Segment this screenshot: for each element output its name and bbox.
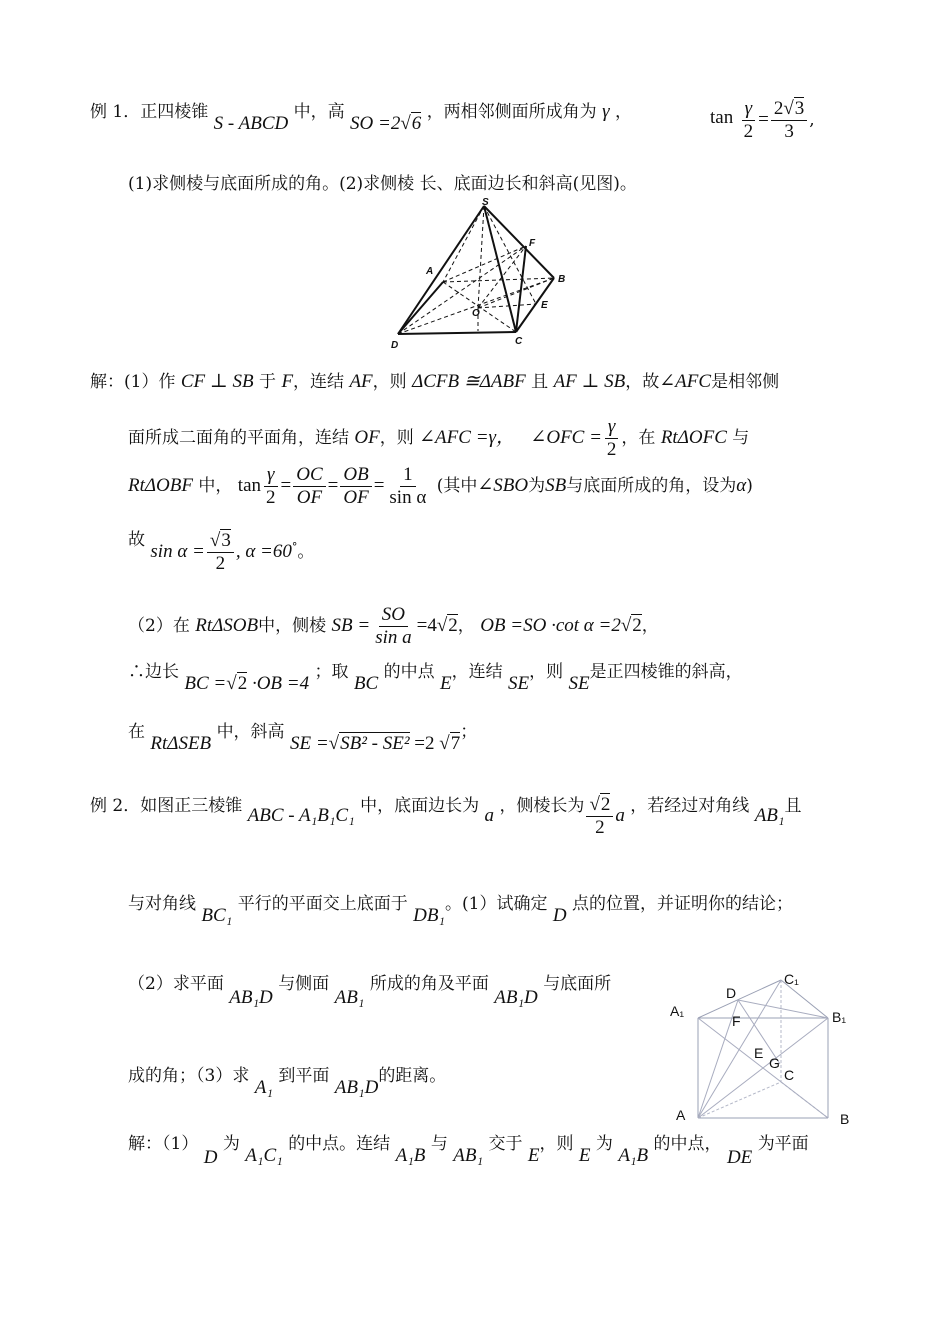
sol2-line2 xyxy=(128,660,743,694)
qie: 且 xyxy=(784,796,802,816)
ab1: AB₁ xyxy=(754,805,785,826)
three: 3 xyxy=(794,98,805,119)
comma: ， xyxy=(457,616,475,636)
a1c1: A₁C₁ xyxy=(245,1145,283,1166)
comma: ， xyxy=(615,102,632,122)
bc: BC xyxy=(353,673,379,694)
frac xyxy=(263,464,279,509)
label-c1: C₁ xyxy=(784,971,799,987)
l4a: 成的角；（3）求 xyxy=(128,1066,250,1086)
l4b: 到平面 xyxy=(278,1066,330,1086)
bc-expr: BC =√2 ·OB =4 xyxy=(184,673,310,694)
sol1-line4 xyxy=(128,530,314,575)
nu: 1 xyxy=(400,464,416,487)
label-b: B xyxy=(840,1111,850,1127)
note-b: 为 xyxy=(528,476,546,496)
af: AF xyxy=(349,371,373,392)
text: ，两相邻侧面所成角为 xyxy=(426,102,597,122)
seven: 7 xyxy=(450,733,461,754)
ex2-line3 xyxy=(128,972,612,1008)
note-c: 与底面所成的角，设为 xyxy=(566,476,737,496)
se-eq: SE = xyxy=(289,733,329,754)
l2c: 。(1）试确定 xyxy=(445,894,548,914)
sb: SB xyxy=(545,475,567,496)
l3d: 与底面所 xyxy=(543,974,612,994)
two1: 2 xyxy=(448,615,458,636)
a1b: A₁B xyxy=(395,1145,426,1166)
af-sb: AF ⊥ SB xyxy=(553,371,626,392)
nu: OB xyxy=(340,464,371,487)
zh: 中，斜高 xyxy=(216,722,285,742)
a1b-2: A₁B xyxy=(618,1145,649,1166)
end: 。 xyxy=(297,542,315,562)
de: sin α xyxy=(389,487,427,508)
se: SE xyxy=(508,673,530,694)
label-a1: A₁ xyxy=(670,1003,685,1019)
height-expr: SO =2√6 xyxy=(350,113,422,134)
label-e: E xyxy=(754,1045,764,1061)
l2b: 平行的平面交上底面于 xyxy=(237,894,408,914)
of: OF xyxy=(354,427,380,448)
ze: ，则 xyxy=(372,372,407,392)
note-a: (其中 xyxy=(436,476,478,496)
sol1-line1 xyxy=(90,370,779,394)
prism: ABC - A₁B₁C₁ xyxy=(247,805,355,826)
l5h: 的中点， xyxy=(653,1134,722,1154)
ofc: ∠OFC = xyxy=(530,427,602,448)
sol2-line3 xyxy=(128,720,478,754)
rt-seb: RtΔSEB xyxy=(150,733,212,754)
label-c: C xyxy=(515,336,523,347)
sol2-line1: （2）在 RtΔSOB中，侧棱 SB = $\frac{SO}{\text{sin a}}$ =4√2， OB =SO ·cot α =2√2， xyxy=(128,604,659,648)
frac xyxy=(372,604,414,649)
side: ，侧棱长为 xyxy=(499,796,585,816)
sin-alpha: sin α = xyxy=(150,541,205,562)
d2b: D xyxy=(203,1147,218,1168)
yu2: 与 xyxy=(732,428,750,448)
frac xyxy=(604,416,620,461)
qie: 且 xyxy=(531,372,549,392)
ab1d-3: AB₁D xyxy=(334,1077,379,1098)
l5i: 为平面 xyxy=(757,1134,809,1154)
frac xyxy=(741,98,757,143)
deg: ° xyxy=(291,540,298,554)
therefore: ∴边长 xyxy=(128,662,179,682)
s2: 2 xyxy=(600,794,611,815)
l2a: 面所成二面角的平面角，连结 xyxy=(128,428,349,448)
label: 例 2．如图正三棱锥 xyxy=(90,796,243,816)
frac xyxy=(386,464,429,509)
p1: （2）在 xyxy=(128,616,190,636)
cond: ，若经过对角线 xyxy=(630,796,750,816)
l4c: 的距离。 xyxy=(378,1066,447,1086)
de: 2 xyxy=(215,553,226,574)
se-expr: SE =√SB² - SE² =2 √7 xyxy=(289,733,461,754)
zhong: 中， xyxy=(198,476,233,496)
label-f: F xyxy=(529,238,536,249)
de: DE xyxy=(726,1147,753,1168)
alpha: α xyxy=(736,475,747,496)
so: SO =2 xyxy=(350,113,401,134)
label-d: D xyxy=(726,985,737,1001)
de: 3 xyxy=(784,121,794,142)
pyramid-figure xyxy=(386,196,576,352)
frac xyxy=(586,794,613,839)
bc1: BC₁ xyxy=(201,905,233,926)
f: F xyxy=(281,371,294,392)
frac xyxy=(293,464,325,509)
frac xyxy=(340,464,371,509)
two2: 2 xyxy=(632,615,642,636)
de: 2 xyxy=(743,121,754,142)
nu: γ xyxy=(605,416,619,439)
a1: A₁ xyxy=(254,1077,273,1098)
ob4: ·OB =4 xyxy=(251,673,310,694)
gu: ，故 xyxy=(625,372,660,392)
l2c: ，在 xyxy=(621,428,656,448)
se2: SE xyxy=(568,673,590,694)
ex1-question: (1)求侧棱与底面所成的角。(2)求侧棱 长、底面边长和斜高(见图)。 xyxy=(128,174,637,194)
d: D xyxy=(552,905,567,926)
de: OF xyxy=(343,487,369,508)
mid: 中，底面边长为 xyxy=(360,796,480,816)
three: 3 xyxy=(221,530,231,551)
l5d: 与 xyxy=(430,1134,448,1154)
ex2-line2 xyxy=(128,892,794,926)
rad: SB² - SE² xyxy=(340,733,410,754)
e: E xyxy=(527,1145,540,1166)
zai: 在 xyxy=(128,722,145,742)
l3a: （2）求平面 xyxy=(128,974,224,994)
db1: DB₁ xyxy=(413,905,446,926)
nu: SO xyxy=(379,604,408,627)
bc-eq: BC = xyxy=(184,673,227,694)
label-s: S xyxy=(482,197,489,208)
qu: ；取 xyxy=(314,662,349,682)
l2b: ，则 xyxy=(379,428,414,448)
sb-eq: SB = xyxy=(331,615,371,636)
nu: γ xyxy=(742,98,756,121)
de: 2 xyxy=(595,817,605,838)
xie: 是正四棱锥的斜高， xyxy=(589,662,743,682)
l3c: 所成的角及平面 xyxy=(369,974,489,994)
prism-figure xyxy=(668,964,868,1134)
lj: ，连结 xyxy=(293,372,345,392)
l2a: 与对角线 xyxy=(128,894,196,914)
de: sin a xyxy=(375,627,412,648)
label-a: A xyxy=(676,1107,686,1123)
text: 中，高 xyxy=(293,102,345,122)
label-e: E xyxy=(541,300,548,311)
l5g: 为 xyxy=(595,1134,613,1154)
nu: 2√3 xyxy=(771,98,807,121)
label-g: G xyxy=(769,1055,780,1071)
afc-g: ∠AFC =γ， xyxy=(419,427,516,448)
de: OF xyxy=(296,487,323,508)
nu: √2 xyxy=(586,794,613,817)
label-a: A xyxy=(426,266,434,277)
label-b1: B₁ xyxy=(832,1009,847,1025)
tan-expr: tan $\frac{\gamma}{2}$ = $\frac{2√3}{3}$ , xyxy=(710,98,815,142)
ab1-3: AB₁ xyxy=(453,1145,484,1166)
ab1d-2: AB₁D xyxy=(494,987,538,1008)
l5e: 交于 xyxy=(488,1134,523,1154)
label-f: F xyxy=(732,1013,741,1029)
cf-sb: CF ⊥ SB xyxy=(180,371,254,392)
ex2-line5 xyxy=(128,1132,809,1168)
label-o: O xyxy=(472,308,480,319)
l5b: 为 xyxy=(222,1134,240,1154)
de: 2 xyxy=(606,439,617,460)
two3: 2 xyxy=(237,673,248,694)
gu2: 故 xyxy=(128,530,145,550)
rt-ofc: RtΔOFC xyxy=(660,427,727,448)
frac xyxy=(771,98,807,143)
frac xyxy=(207,530,234,575)
eq2: =2 xyxy=(414,733,435,754)
label-c: C xyxy=(784,1067,795,1083)
nu: OC xyxy=(293,464,325,487)
e2: E xyxy=(578,1145,591,1166)
l5c: 的中点。连结 xyxy=(288,1134,391,1154)
l5f: ，则 xyxy=(539,1134,574,1154)
ab1-2: AB₁ xyxy=(334,987,365,1008)
tan: tan xyxy=(237,475,262,496)
sbo: ∠SBO xyxy=(477,475,529,496)
e: E xyxy=(440,673,452,694)
l2d: 点的位置，并证明你的结论； xyxy=(572,894,794,914)
nu: √3 xyxy=(207,530,234,553)
sol1-line3: RtΔOBF 中， tan $\frac{\gamma}{2}$ = $\frac{OC}{OF}$ = $\frac{OB}{OF}$ = $\frac{1}{\text{sin α}}$ (其中∠SBO为SB与底面所成的角，设为α) xyxy=(128,464,753,508)
rt-obf: RtΔOBF xyxy=(128,475,193,496)
p1: 解：(1）作 xyxy=(90,372,176,392)
comma2: ， xyxy=(641,616,659,636)
label-b: B xyxy=(558,274,566,285)
semi: ； xyxy=(460,722,478,742)
ze: ，则 xyxy=(529,662,564,682)
a2: a xyxy=(615,805,625,826)
nu: γ xyxy=(264,464,278,487)
two-b: 2 xyxy=(773,98,784,119)
note-d: ) xyxy=(746,476,753,496)
tail: 是相邻侧 xyxy=(711,372,780,392)
label-d: D xyxy=(391,340,399,351)
alpha60: , α =60 xyxy=(235,541,292,562)
lj: ，连结 xyxy=(451,662,503,682)
sol1-line2 xyxy=(128,416,749,461)
pyramid-name: S - ABCD xyxy=(213,113,289,134)
de: 2 xyxy=(266,487,276,508)
ex1-label: 例 1．正四棱锥 xyxy=(90,102,209,122)
yu: 于 xyxy=(259,372,277,392)
a: a xyxy=(484,805,495,826)
l3b: 与侧面 xyxy=(278,974,330,994)
cong: ΔCFB ≅ΔABF xyxy=(412,371,526,392)
mid: 的中点 xyxy=(383,662,435,682)
ex1-line1 xyxy=(90,100,632,134)
afc: ∠AFC xyxy=(659,371,712,392)
six: 6 xyxy=(411,113,422,134)
l5a: 解：（1） xyxy=(128,1134,199,1154)
rt-sob: RtΔSOB xyxy=(195,615,259,636)
eq4: =4 xyxy=(416,615,437,636)
p2: 中，侧棱 xyxy=(258,616,327,636)
ob-eq: OB =SO ·cot α =2 xyxy=(480,615,621,636)
ex2-line4 xyxy=(128,1064,447,1098)
gamma: γ xyxy=(602,101,610,122)
ex2-line1 xyxy=(90,794,802,839)
tan: tan xyxy=(710,107,734,128)
ab1d: AB₁D xyxy=(229,987,273,1008)
